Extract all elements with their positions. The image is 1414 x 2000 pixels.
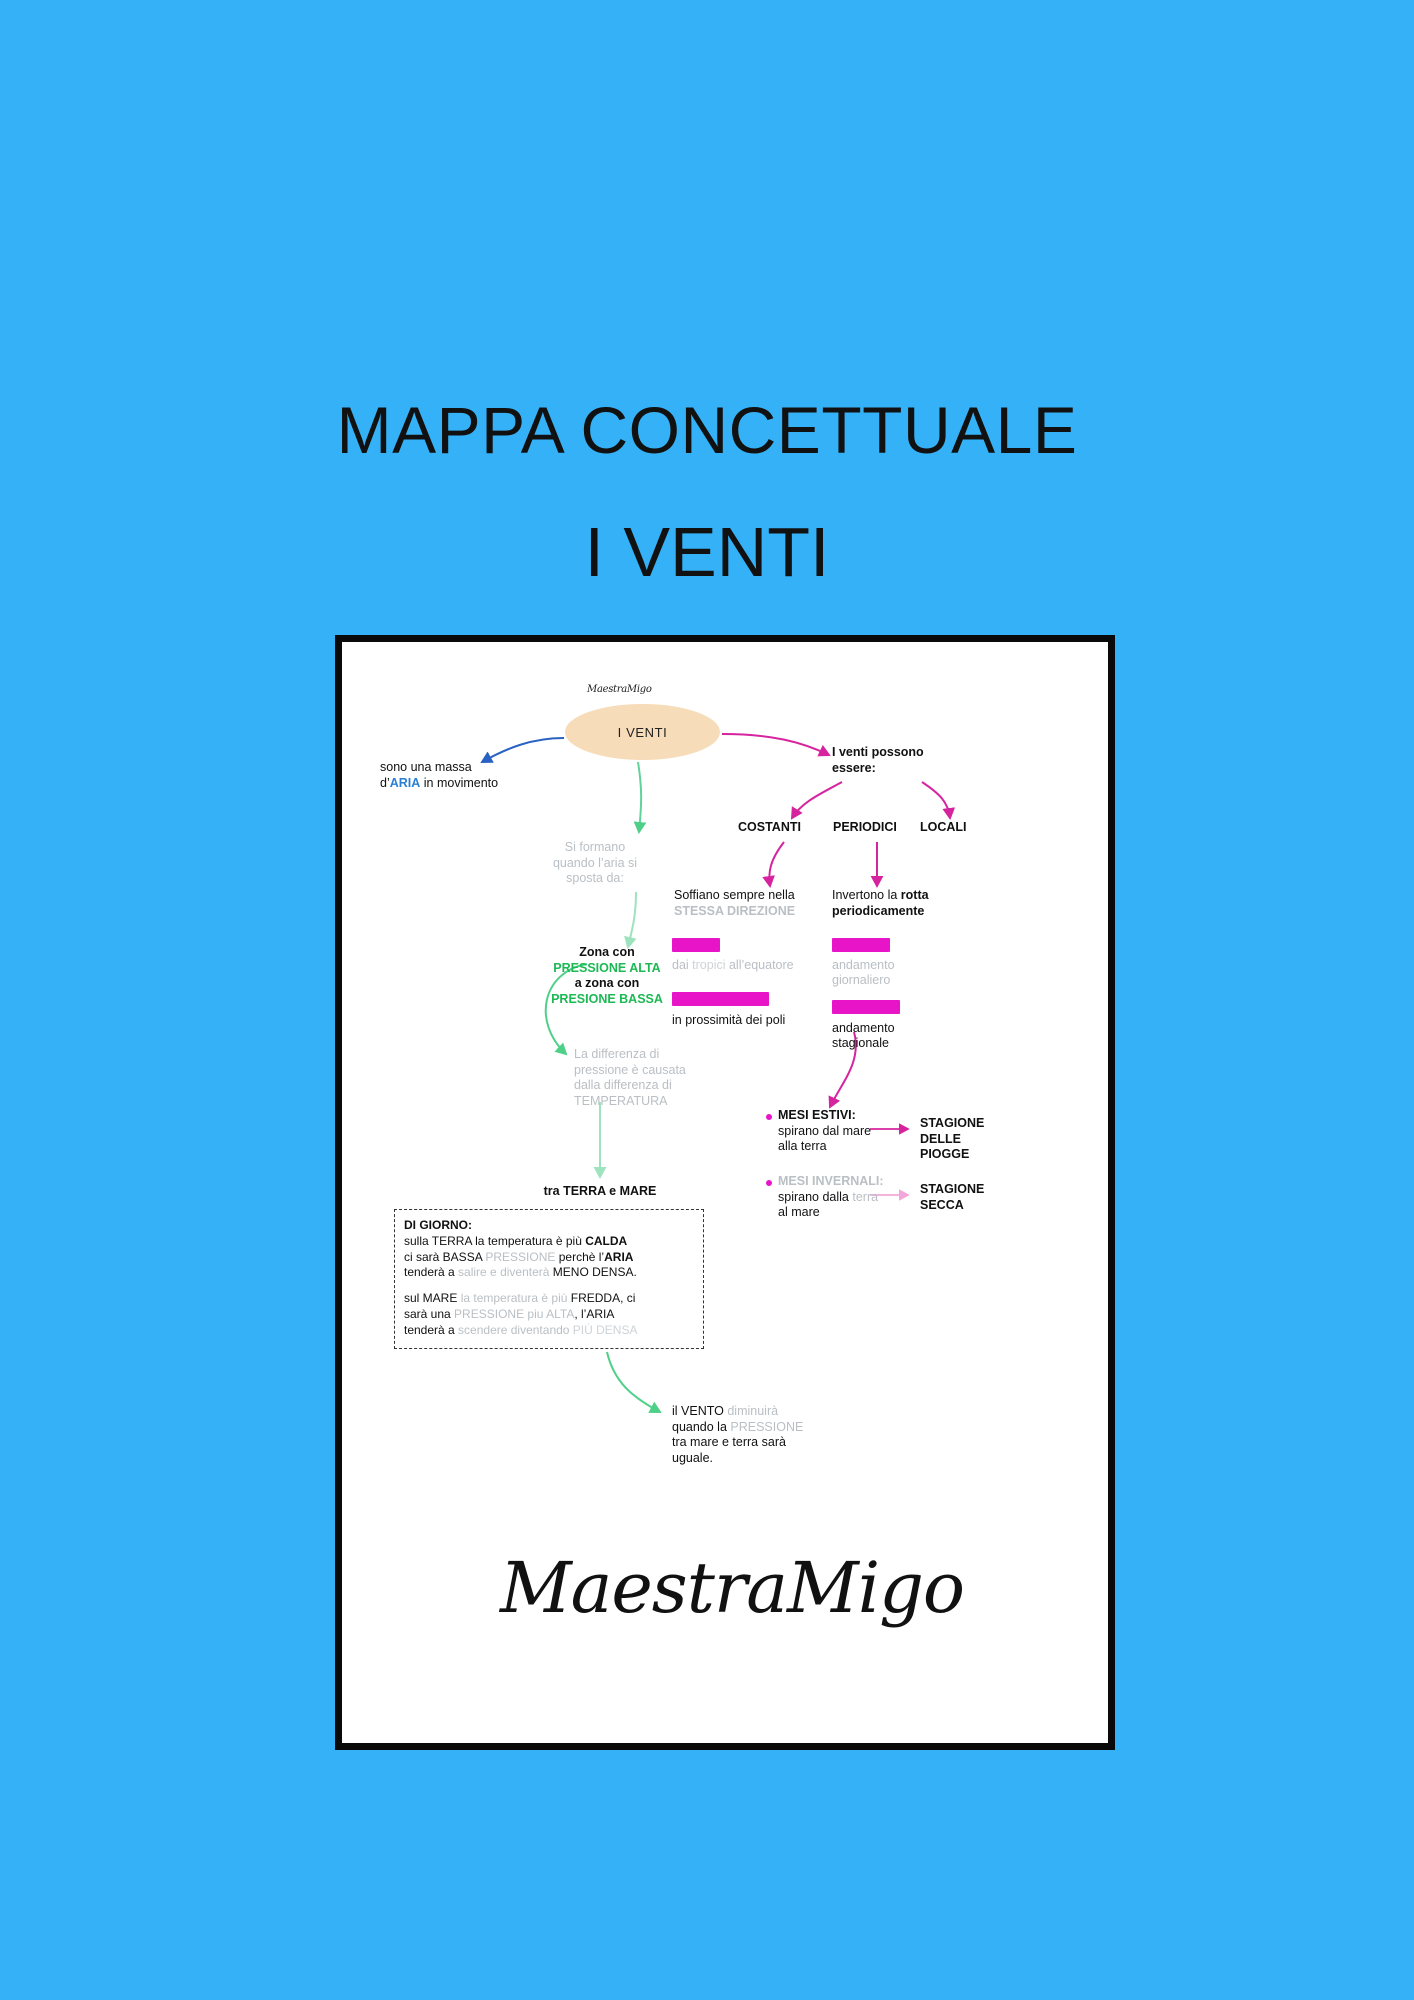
si-formano-line1: Si formano	[564, 840, 626, 854]
invertono-line1: Invertono la rotta	[832, 888, 929, 902]
monsoni-highlight: MONSONI	[832, 1000, 900, 1014]
node-periodici: PERIODICI	[833, 820, 897, 834]
node-stagione-piogge	[920, 1116, 1030, 1163]
pressione-bassa-label: PRESIONE BASSA	[551, 991, 663, 1006]
soffiano-line2: STESSA DIREZIONE	[674, 903, 796, 918]
monsoni-desc2: stagionale	[832, 1036, 889, 1051]
stagione-secca-line1: STAGIONE	[920, 1182, 985, 1196]
node-il-vento	[672, 1404, 862, 1467]
page-title: MAPPA CONCETTUALE	[336, 393, 1078, 467]
mesi-invernali-title: MESI INVERNALI:	[778, 1174, 884, 1188]
alisei-description: dai tropici all’equatore	[672, 957, 794, 972]
stagione-piogge-line2: DELLE	[920, 1131, 961, 1146]
pressione-alta-label: PRESSIONE ALTA	[553, 960, 661, 975]
node-venti-possono-essere	[832, 745, 992, 776]
differenza-line4: TEMPERATURA	[574, 1093, 668, 1108]
venti-polari-description: in prossimità dei poli	[672, 1012, 786, 1027]
node-soffiano	[674, 888, 834, 919]
mesi-estivi-line2: spirano dal mare	[778, 1123, 872, 1138]
node-si-formano	[530, 840, 660, 887]
mesi-invernali-line3: al mare	[778, 1205, 820, 1220]
vento-line3: tra mare e terra sarà	[672, 1435, 786, 1450]
brezze-highlight: BREZZE	[832, 938, 890, 952]
brand-small-logo: MaestraMigo	[587, 684, 652, 695]
bullet-icon	[766, 1180, 772, 1186]
vento-line4: uguale.	[672, 1450, 714, 1465]
node-zona-pressione	[522, 945, 692, 1008]
node-invertono-rotta	[832, 888, 982, 919]
stagione-piogge-line3: PIOGGE	[920, 1147, 970, 1162]
di-giorno-title: DI GIORNO:	[404, 1218, 472, 1232]
page-subtitle: I VENTI	[584, 513, 830, 591]
differenza-line2: pressione è causata	[574, 1062, 686, 1077]
differenza-line1: La differenza di	[574, 1047, 660, 1061]
si-formano-line2: quando l’aria si	[552, 855, 638, 870]
di-giorno-p2: ci sarà BASSA PRESSIONE perchè l’ARIA	[404, 1249, 634, 1264]
node-monsoni	[832, 1000, 982, 1052]
mesi-invernali-line2: spirano dalla terra	[778, 1189, 879, 1204]
di-giorno-p3: tenderà a salire e diventerà MENO DENSA.	[404, 1265, 637, 1280]
node-alisei	[672, 938, 832, 973]
possono-line1: I venti possono	[832, 745, 924, 759]
di-giorno-p1: sulla TERRA la temperatura è più CALDA	[404, 1233, 628, 1248]
stagione-piogge-line1: STAGIONE	[920, 1116, 985, 1130]
di-giorno-p6: tenderà a scendere diventando PIÚ DENSA	[404, 1322, 638, 1337]
stagione-secca-line2: SECCA	[920, 1197, 964, 1212]
node-stagione-secca	[920, 1182, 1030, 1213]
vento-line2: quando la PRESSIONE	[672, 1419, 804, 1434]
concept-map-canvas	[342, 642, 1108, 1743]
soffiano-line1: Soffiano sempre nella	[674, 888, 795, 902]
node-massa-line1: sono una massa	[380, 760, 472, 774]
invertono-line2: periodicamente	[832, 903, 925, 918]
node-massa-line2: d’ARIA in movimento	[380, 775, 499, 790]
mesi-estivi-title: MESI ESTIVI:	[778, 1108, 856, 1122]
monsoni-desc1: andamento	[832, 1020, 895, 1035]
si-formano-line3: sposta da:	[566, 871, 624, 886]
di-giorno-p4: sul MARE la temperatura è più FREDDA, ci	[404, 1291, 636, 1306]
bullet-icon	[766, 1114, 772, 1120]
mesi-estivi-line3: alla terra	[778, 1139, 827, 1154]
node-brezze	[832, 938, 982, 989]
node-costanti: COSTANTI	[738, 820, 801, 834]
central-node-i-venti: I VENTI	[565, 704, 720, 760]
node-locali: LOCALI	[920, 820, 967, 834]
node-tra-terra-mare: tra TERRA e MARE	[543, 1184, 657, 1198]
concept-map-frame	[335, 635, 1115, 1750]
node-massa-aria	[380, 760, 545, 791]
node-mesi-estivi	[778, 1108, 938, 1155]
node-differenza-pressione	[574, 1047, 734, 1110]
venti-polari-highlight: VENTI POLARI	[672, 992, 769, 1006]
node-venti-polari	[672, 992, 852, 1028]
zona-line3: a zona con	[574, 976, 640, 991]
possono-line2: essere:	[832, 760, 876, 775]
aria-keyword: ARIA	[389, 775, 421, 790]
brezze-desc1: andamento	[832, 957, 895, 972]
alisei-highlight: ALISEI	[672, 938, 720, 952]
vento-line1: il VENTO diminuirà	[672, 1404, 779, 1418]
di-giorno-box	[394, 1209, 704, 1349]
zona-line1: Zona con	[579, 945, 635, 959]
brand-signature: MaestraMigo	[499, 1547, 965, 1629]
brezze-desc2: giornaliero	[832, 973, 891, 988]
di-giorno-p5: sarà una PRESSIONE piu ALTA, l’ARIA	[404, 1307, 615, 1322]
differenza-line3: dalla differenza di	[574, 1078, 672, 1093]
